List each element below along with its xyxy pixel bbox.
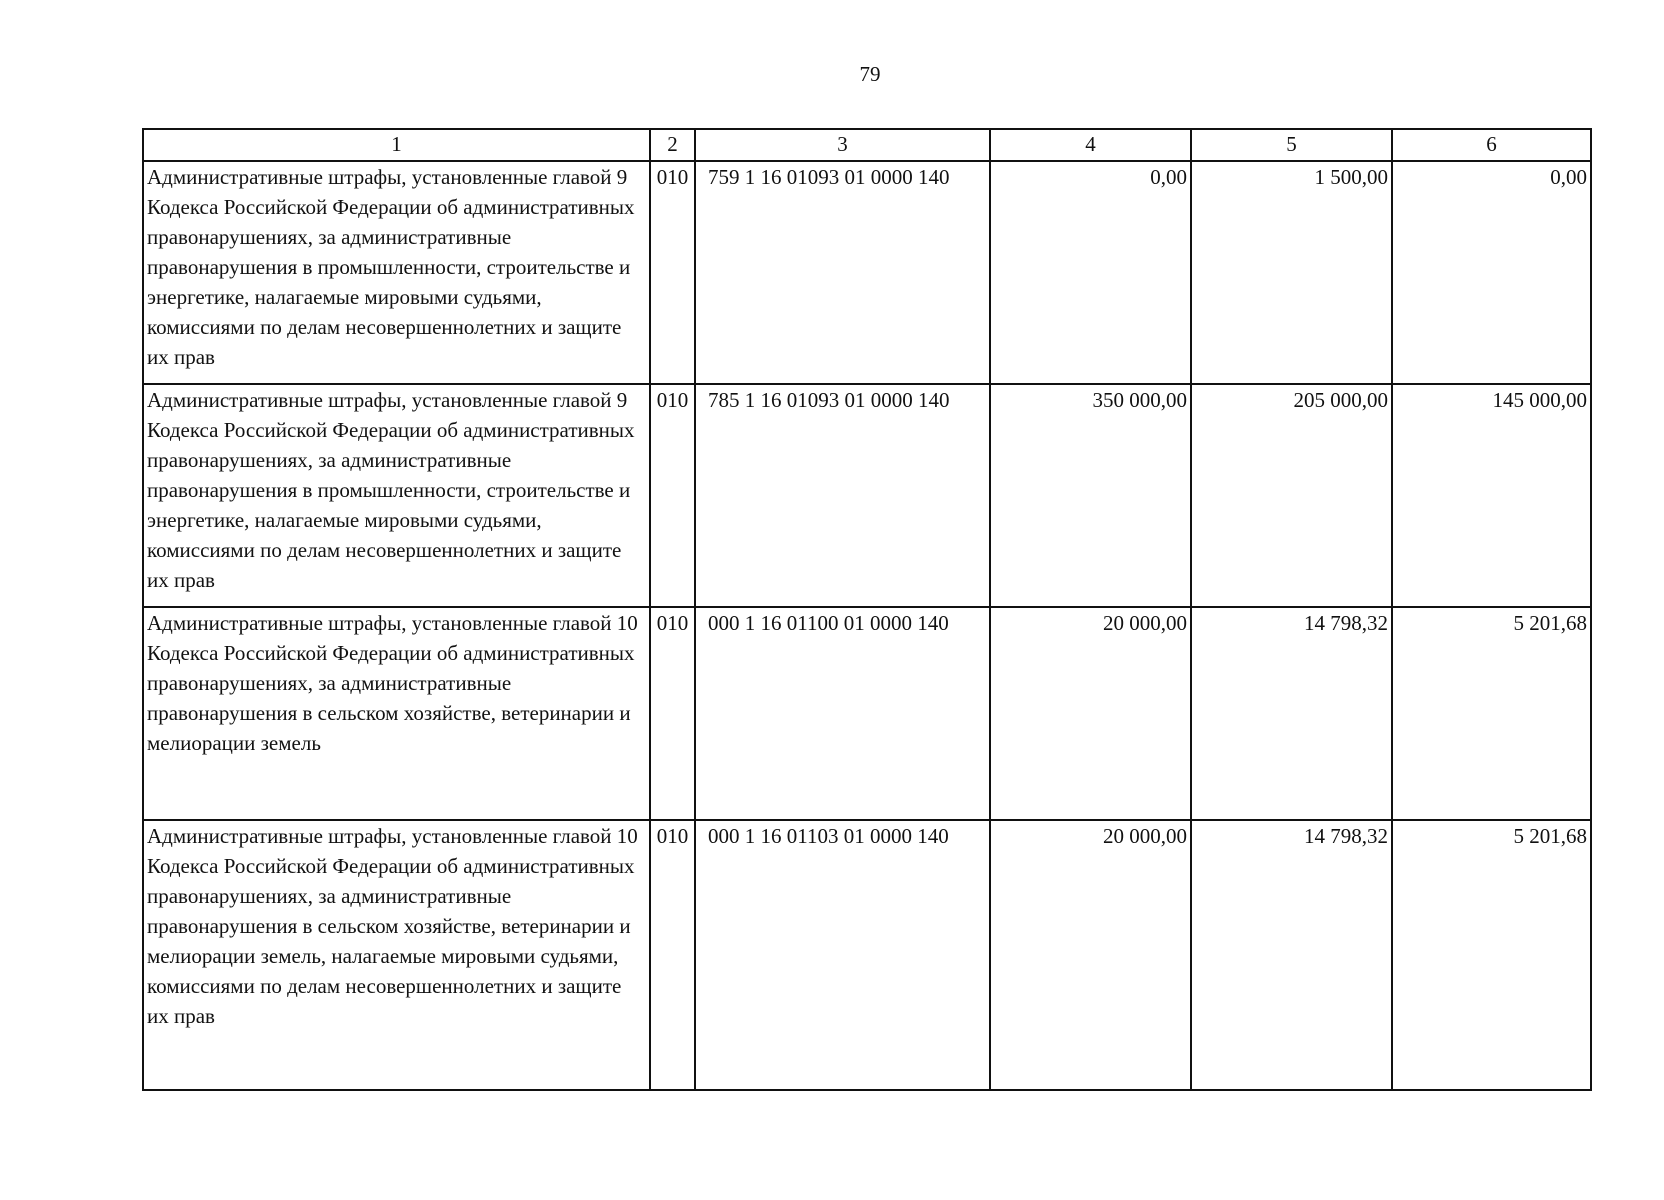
- row-name-cell: Административные штрафы, установленные главой 10 Кодекса Российской Федерации об административных правонарушениях, за административные правонарушения в сельском хозяйстве, ветеринарии и мелиорации земель: [143, 607, 650, 820]
- row-col4-cell: 20 000,00: [990, 607, 1191, 820]
- row-col5-cell: 205 000,00: [1191, 384, 1392, 607]
- row-col6-cell: 0,00: [1392, 161, 1591, 384]
- page-number: 79: [859, 62, 881, 86]
- row-col4-cell: 0,00: [990, 161, 1191, 384]
- row-col4-cell: 20 000,00: [990, 820, 1191, 1090]
- row-line-code-cell: 010: [650, 607, 695, 820]
- row-col5-cell: 14 798,32: [1191, 607, 1392, 820]
- header-col-2: 2: [650, 129, 695, 161]
- row-col4-cell: 350 000,00: [990, 384, 1191, 607]
- table-row: [143, 820, 1591, 1090]
- header-col-3: 3: [695, 129, 990, 161]
- row-kbk-cell: 785 1 16 01093 01 0000 140: [695, 384, 990, 607]
- row-kbk-cell: 000 1 16 01100 01 0000 140: [695, 607, 990, 820]
- table-row: [143, 161, 1591, 384]
- header-col-5: 5: [1191, 129, 1392, 161]
- table-row: [143, 607, 1591, 820]
- row-kbk-cell: 000 1 16 01103 01 0000 140: [695, 820, 990, 1090]
- header-col-1: 1: [143, 129, 650, 161]
- row-kbk-cell: 759 1 16 01093 01 0000 140: [695, 161, 990, 384]
- row-line-code-cell: 010: [650, 161, 695, 384]
- header-row: [143, 129, 1591, 161]
- header-col-6: 6: [1392, 129, 1591, 161]
- row-name-cell: Административные штрафы, установленные главой 10 Кодекса Российской Федерации об административных правонарушениях, за административные правонарушения в сельском хозяйстве, ветеринарии и мелиорации земель, налагаемые мировыми судьями, комиссиями по делам несовершеннолетних и защите их прав: [143, 820, 650, 1090]
- row-col6-cell: 145 000,00: [1392, 384, 1591, 607]
- row-col6-cell: 5 201,68: [1392, 820, 1591, 1090]
- data-table: [142, 128, 1592, 1091]
- row-name-cell: Административные штрафы, установленные главой 9 Кодекса Российской Федерации об административных правонарушениях, за административные правонарушения в промышленности, строительстве и энергетике, налагаемые мировыми судьями, комиссиями по делам несовершеннолетних и защите их прав: [143, 384, 650, 607]
- row-col5-cell: 14 798,32: [1191, 820, 1392, 1090]
- row-line-code-cell: 010: [650, 820, 695, 1090]
- table-header: [143, 129, 1591, 161]
- row-col6-cell: 5 201,68: [1392, 607, 1591, 820]
- row-name-cell: Административные штрафы, установленные главой 9 Кодекса Российской Федерации об административных правонарушениях, за административные правонарушения в промышленности, строительстве и энергетике, налагаемые мировыми судьями, комиссиями по делам несовершеннолетних и защите их прав: [143, 161, 650, 384]
- table-body: [143, 161, 1591, 1090]
- table-row: [143, 384, 1591, 607]
- row-line-code-cell: 010: [650, 384, 695, 607]
- header-col-4: 4: [990, 129, 1191, 161]
- row-col5-cell: 1 500,00: [1191, 161, 1392, 384]
